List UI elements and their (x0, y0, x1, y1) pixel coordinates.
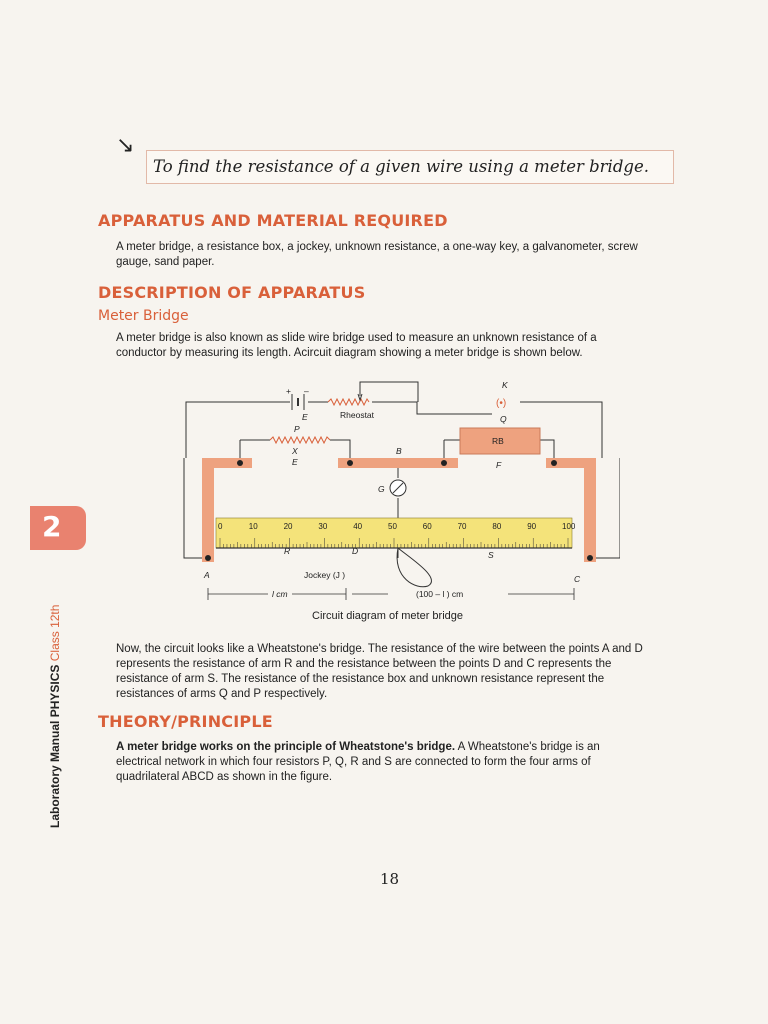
F-label: F (496, 460, 502, 470)
sidebar-class: Class 12th (48, 604, 62, 662)
diagram-caption: Circuit diagram of meter bridge (312, 610, 464, 622)
apparatus-line-2: gauge, sand paper. (116, 256, 215, 268)
right-strip (584, 458, 596, 562)
C-label: C (574, 574, 581, 584)
scale-label: 50 (388, 522, 397, 531)
explanation-line-3: resistance of arm S. The resistance of the resistance box and unknown resistance represent the (116, 673, 605, 685)
scale-label: 10 (248, 522, 258, 531)
description-heading: DESCRIPTION OF APPARATUS (98, 283, 366, 302)
sidebar-running-title (48, 605, 62, 828)
unknown-resistor-icon (270, 437, 330, 443)
key-label: K (502, 380, 508, 390)
resistance-box-label: RB (492, 436, 504, 446)
sidebar-manual: Laboratory Manual (48, 720, 62, 828)
aim-box (146, 150, 674, 184)
explanation-line-4: resistances of arms Q and P respectively. (116, 688, 328, 700)
S-label: S (488, 550, 494, 560)
battery-plus-label: + (286, 386, 291, 396)
description-line-1: A meter bridge is also known as slide wire bridge used to measure an unknown resistance of a (116, 332, 597, 344)
scale-label: 90 (527, 522, 537, 531)
aim-text: To find the resistance of a given wire using a meter bridge. (153, 157, 649, 176)
theory-line-3: quadrilateral ABCD as shown in the figure. (116, 771, 333, 783)
rheostat-label: Rheostat (340, 410, 375, 420)
jockey-label: Jockey (J ) (304, 570, 346, 580)
check-mark-icon: ↘ (116, 132, 135, 157)
D-label: D (352, 546, 359, 556)
rest-cm-label: (100 – l ) cm (416, 589, 464, 599)
explanation-line-1: Now, the circuit looks like a Wheatstone's bridge. The resistance of the wire between the points A and D (116, 643, 643, 655)
X-label: X (292, 446, 298, 456)
rheostat-icon (328, 399, 369, 405)
scale-label: 30 (318, 522, 328, 531)
A-label: A (204, 570, 210, 580)
theory-line-1-rest: A Wheatstone's bridge is an (457, 741, 600, 753)
meter-bridge-subheading: Meter Bridge (98, 308, 189, 324)
theory-line-1 (116, 740, 600, 755)
meter-bridge-circuit-diagram (180, 378, 620, 608)
Q-label: Q (500, 414, 507, 424)
scale-label: 0 (218, 522, 223, 531)
explanation-line-2: represents the resistance of arm R and the resistance between the points D and C represents the (116, 658, 612, 670)
page-number: 18 (380, 870, 400, 888)
scale-label: 20 (283, 522, 293, 531)
battery-minus-label: – (304, 386, 309, 396)
theory-line-2: electrical network in which four resistors P, Q, R and S are connected to form the four arms of (116, 756, 591, 768)
theory-lead: A meter bridge works on the principle of Wheatstone's bridge. (116, 741, 456, 753)
theory-heading: THEORY/PRINCIPLE (98, 712, 273, 731)
E-resistor-label: E (292, 457, 298, 467)
P-label: P (294, 424, 300, 434)
B-label: B (396, 446, 402, 456)
description-line-2: conductor by measuring its length. Acircuit diagram showing a meter bridge is shown below. (116, 347, 583, 359)
l-cm-label: l cm (272, 589, 288, 599)
G-label: G (378, 484, 385, 494)
key-icon: (•) (496, 398, 507, 409)
battery-label: E (302, 412, 308, 422)
apparatus-heading: APPARATUS AND MATERIAL REQUIRED (98, 211, 448, 230)
scale-label: 60 (422, 522, 432, 531)
middle-strip (338, 458, 458, 468)
R-label: R (284, 546, 291, 556)
scale-label: 40 (353, 522, 363, 531)
scale-label: 100 (562, 522, 576, 531)
sidebar-subject: PHYSICS (48, 664, 62, 718)
scale-label: 80 (492, 522, 502, 531)
left-strip (202, 458, 214, 562)
apparatus-line-1: A meter bridge, a resistance box, a jockey, unknown resistance, a one-way key, a galvanometer, screw (116, 241, 638, 253)
length-arrows (208, 588, 574, 600)
chapter-tab (30, 506, 86, 550)
battery-icon (292, 394, 304, 410)
scale-label: 70 (457, 522, 467, 531)
chapter-number: 2 (42, 510, 62, 543)
jockey-icon (397, 548, 431, 587)
